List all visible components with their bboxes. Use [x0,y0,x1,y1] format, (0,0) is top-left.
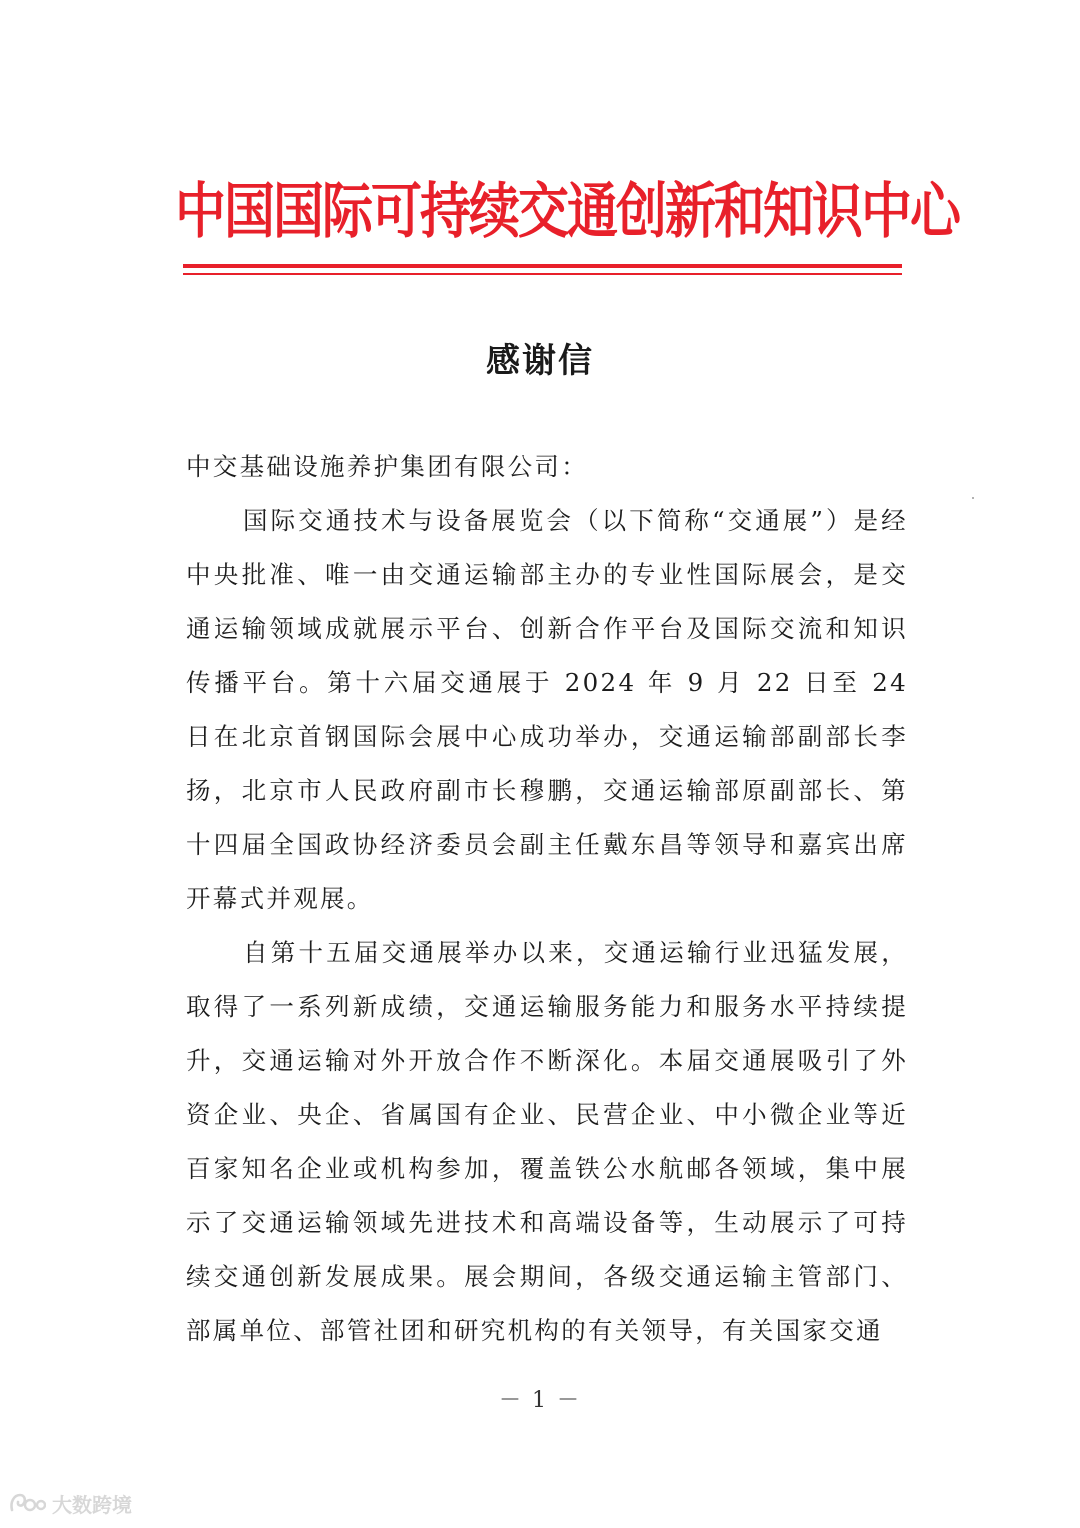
letterhead-rule-thick [183,264,902,268]
letter-title: 感谢信 [486,341,594,381]
scan-speck [972,497,974,499]
letterhead-rule-thin [183,273,902,275]
page-number: － 1 － [499,1388,581,1413]
letter-paragraph: 国际交通技术与设备展览会（以下简称“交通展”）是经中央批准、唯一由交通运输部主办的专业性国际展会，是交通运输领域成就展示平台、创新合作平台及国际交流和知识传播平台。第十六届交通展于 2024 年 9 月 22 日至 24 日在北京首钢国际会展中心成功举办，交通运输部副部长李扬，北京市人民政府副市长穆鹏，交通运输部原副部长、第十四届全国政协经济委员会副主任戴东昌等领导和嘉宾出席开幕式并观展。 [186,506,908,913]
watermark-brand-text: 大数跨境 [52,1492,132,1517]
letterhead-organization-title: 中国国际可持续交通创新和知识中心 [175,177,960,248]
letter-salutation: 中交基础设施养护集团有限公司： [186,452,588,481]
watermark [8,1488,132,1518]
dashu-logo-icon [8,1490,46,1516]
letter-paragraph: 自第十五届交通展举办以来，交通运输行业迅猛发展，取得了一系列新成绩，交通运输服务能力和服务水平持续提升，交通运输对外开放合作不断深化。本届交通展吸引了外资企业、央企、省属国有企业、民营企业、中小微企业等近百家知名企业或机构参加，覆盖铁公水航邮各领域，集中展示了交通运输领域先进技术和高端设备等，生动展示了可持续交通创新发展成果。展会期间，各级交通运输主管部门、部属单位、部管社团和研究机构的有关领导，有关国家交通 [186,938,908,1345]
letter-body [186,440,908,1358]
